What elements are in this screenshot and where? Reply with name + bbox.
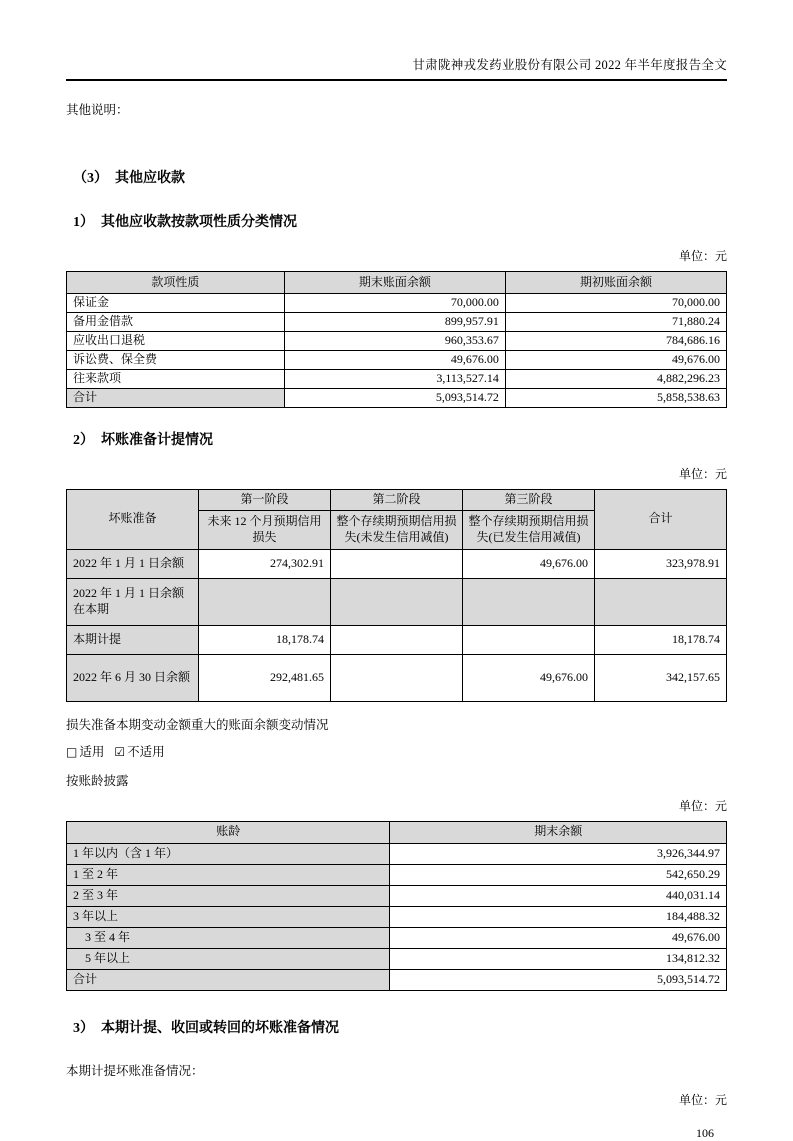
amount-cell	[331, 625, 463, 654]
amount-cell	[463, 625, 595, 654]
table-row	[67, 370, 727, 389]
table-row	[67, 843, 727, 864]
amount-cell: 70,000.00	[284, 294, 505, 313]
amount-cell: 342,157.65	[595, 654, 727, 701]
amount-cell: 292,481.65	[199, 654, 331, 701]
row-label-cell: 3 年以上	[67, 906, 390, 927]
stage-subheader-cell: 未来 12 个月预期信用损失	[199, 511, 331, 550]
row-label-cell: 2022 年 6 月 30 日余额	[67, 654, 199, 701]
provision-note-label: 本期计提坏账准备情况：	[66, 1063, 204, 1078]
checkbox-not-applicable	[114, 745, 164, 759]
amount-cell: 49,676.00	[505, 351, 726, 370]
row-label-cell: 2 至 3 年	[67, 885, 390, 906]
document-header-title: 甘肃陇神戎发药业股份有限公司 2022 年半年度报告全文	[412, 58, 727, 72]
bad-debt-provision-table	[66, 489, 727, 702]
row-label-cell: 备用金借款	[67, 313, 285, 332]
loss-change-note: 损失准备本期变动金额重大的账面余额变动情况	[66, 717, 329, 732]
table-row	[67, 549, 727, 578]
stage-subheader-cell: 整个存续期预期信用损失(已发生信用减值)	[463, 511, 595, 550]
table-row	[67, 864, 727, 885]
amount-cell	[463, 578, 595, 625]
row-label-cell: 3 至 4 年	[67, 927, 390, 948]
stage-header-cell: 第三阶段	[463, 490, 595, 511]
amount-cell	[595, 578, 727, 625]
checkbox-applicable-label: 适用	[79, 744, 105, 759]
column-header-cell: 期末账面余额	[284, 272, 505, 294]
row-label-cell: 5 年以上	[67, 948, 390, 969]
total-row	[67, 969, 727, 990]
amount-cell: 18,178.74	[595, 625, 727, 654]
row-label-cell: 本期计提	[67, 625, 199, 654]
amount-cell: 3,113,527.14	[284, 370, 505, 389]
amount-cell: 49,676.00	[284, 351, 505, 370]
column-header-cell: 款项性质	[67, 272, 285, 294]
total-label-cell: 合计	[67, 389, 285, 408]
amount-cell	[331, 578, 463, 625]
amount-cell: 5,093,514.72	[284, 389, 505, 408]
applicability-options	[66, 742, 727, 760]
amount-cell: 960,353.67	[284, 332, 505, 351]
table-row	[67, 927, 727, 948]
column-header-cell: 期末余额	[390, 821, 727, 843]
table-row	[67, 294, 727, 313]
unit-label: 单位：元	[678, 1092, 727, 1107]
checkbox-checked-icon: ☑	[114, 744, 126, 759]
stage-subheader-cell: 整个存续期预期信用损失(未发生信用减值)	[331, 511, 463, 550]
amount-cell: 184,488.32	[390, 906, 727, 927]
total-row	[67, 389, 727, 408]
aging-disclosure-label: 按账龄披露	[66, 773, 129, 788]
aging-table	[66, 821, 727, 991]
amount-cell	[199, 578, 331, 625]
table-header-row	[67, 490, 727, 511]
row-label-cell: 2022 年 1 月 1 日余额	[67, 549, 199, 578]
table-row	[67, 351, 727, 370]
subsection-heading-nature-classification: 1） 其他应收款按款项性质分类情况	[73, 215, 297, 230]
amount-cell	[331, 549, 463, 578]
amount-cell: 71,880.24	[505, 313, 726, 332]
row-label-cell: 应收出口退税	[67, 332, 285, 351]
amount-cell: 899,957.91	[284, 313, 505, 332]
page-number: 106	[696, 1125, 714, 1140]
table-row	[67, 948, 727, 969]
checkbox-applicable	[66, 745, 104, 759]
amount-cell: 3,926,344.97	[390, 843, 727, 864]
stage-header-cell: 第一阶段	[199, 490, 331, 511]
amount-cell: 440,031.14	[390, 885, 727, 906]
amount-cell: 49,676.00	[390, 927, 727, 948]
amount-cell: 4,882,296.23	[505, 370, 726, 389]
amount-cell: 274,302.91	[199, 549, 331, 578]
column-header-cell: 期初账面余额	[505, 272, 726, 294]
checkbox-not-applicable-label: 不适用	[127, 744, 165, 759]
stage-header-cell: 第二阶段	[331, 490, 463, 511]
amount-cell: 542,650.29	[390, 864, 727, 885]
amount-cell: 134,812.32	[390, 948, 727, 969]
checkbox-unchecked-icon: □	[66, 744, 78, 759]
corner-header-cell: 坏账准备	[67, 490, 199, 550]
row-label-cell: 1 年以内（含 1 年）	[67, 843, 390, 864]
nature-classification-table	[66, 271, 727, 408]
amount-cell: 784,686.16	[505, 332, 726, 351]
table-header-row	[67, 821, 727, 843]
total-label-cell: 合计	[67, 969, 390, 990]
table-row	[67, 906, 727, 927]
subsection-heading-provision-recovery: 3） 本期计提、收回或转回的坏账准备情况	[73, 1020, 339, 1036]
total-header-cell: 合计	[595, 490, 727, 550]
unit-label: 单位：元	[678, 467, 727, 481]
amount-cell: 70,000.00	[505, 294, 726, 313]
column-header-cell: 账龄	[67, 821, 390, 843]
table-row	[67, 313, 727, 332]
table-row	[67, 578, 727, 625]
table-row	[67, 625, 727, 654]
section-heading-other-receivables: （3） 其他应收款	[73, 171, 185, 186]
amount-cell	[331, 654, 463, 701]
table-row	[67, 654, 727, 701]
amount-cell: 49,676.00	[463, 549, 595, 578]
table-row	[67, 885, 727, 906]
amount-cell: 5,093,514.72	[390, 969, 727, 990]
table-row	[67, 332, 727, 351]
row-label-cell: 1 至 2 年	[67, 864, 390, 885]
amount-cell: 18,178.74	[199, 625, 331, 654]
unit-label: 单位：元	[678, 798, 727, 813]
unit-label: 单位：元	[678, 249, 727, 263]
table-header-row	[67, 272, 727, 294]
row-label-cell: 往来款项	[67, 370, 285, 389]
row-label-cell: 诉讼费、保全费	[67, 351, 285, 370]
amount-cell: 5,858,538.63	[505, 389, 726, 408]
amount-cell: 323,978.91	[595, 549, 727, 578]
row-label-cell: 2022 年 1 月 1 日余额在本期	[67, 578, 199, 625]
subsection-heading-bad-debt-provision: 2） 坏账准备计提情况	[73, 433, 213, 448]
other-notes-label: 其他说明：	[66, 103, 129, 117]
document-header	[66, 55, 727, 81]
amount-cell: 49,676.00	[463, 654, 595, 701]
row-label-cell: 保证金	[67, 294, 285, 313]
